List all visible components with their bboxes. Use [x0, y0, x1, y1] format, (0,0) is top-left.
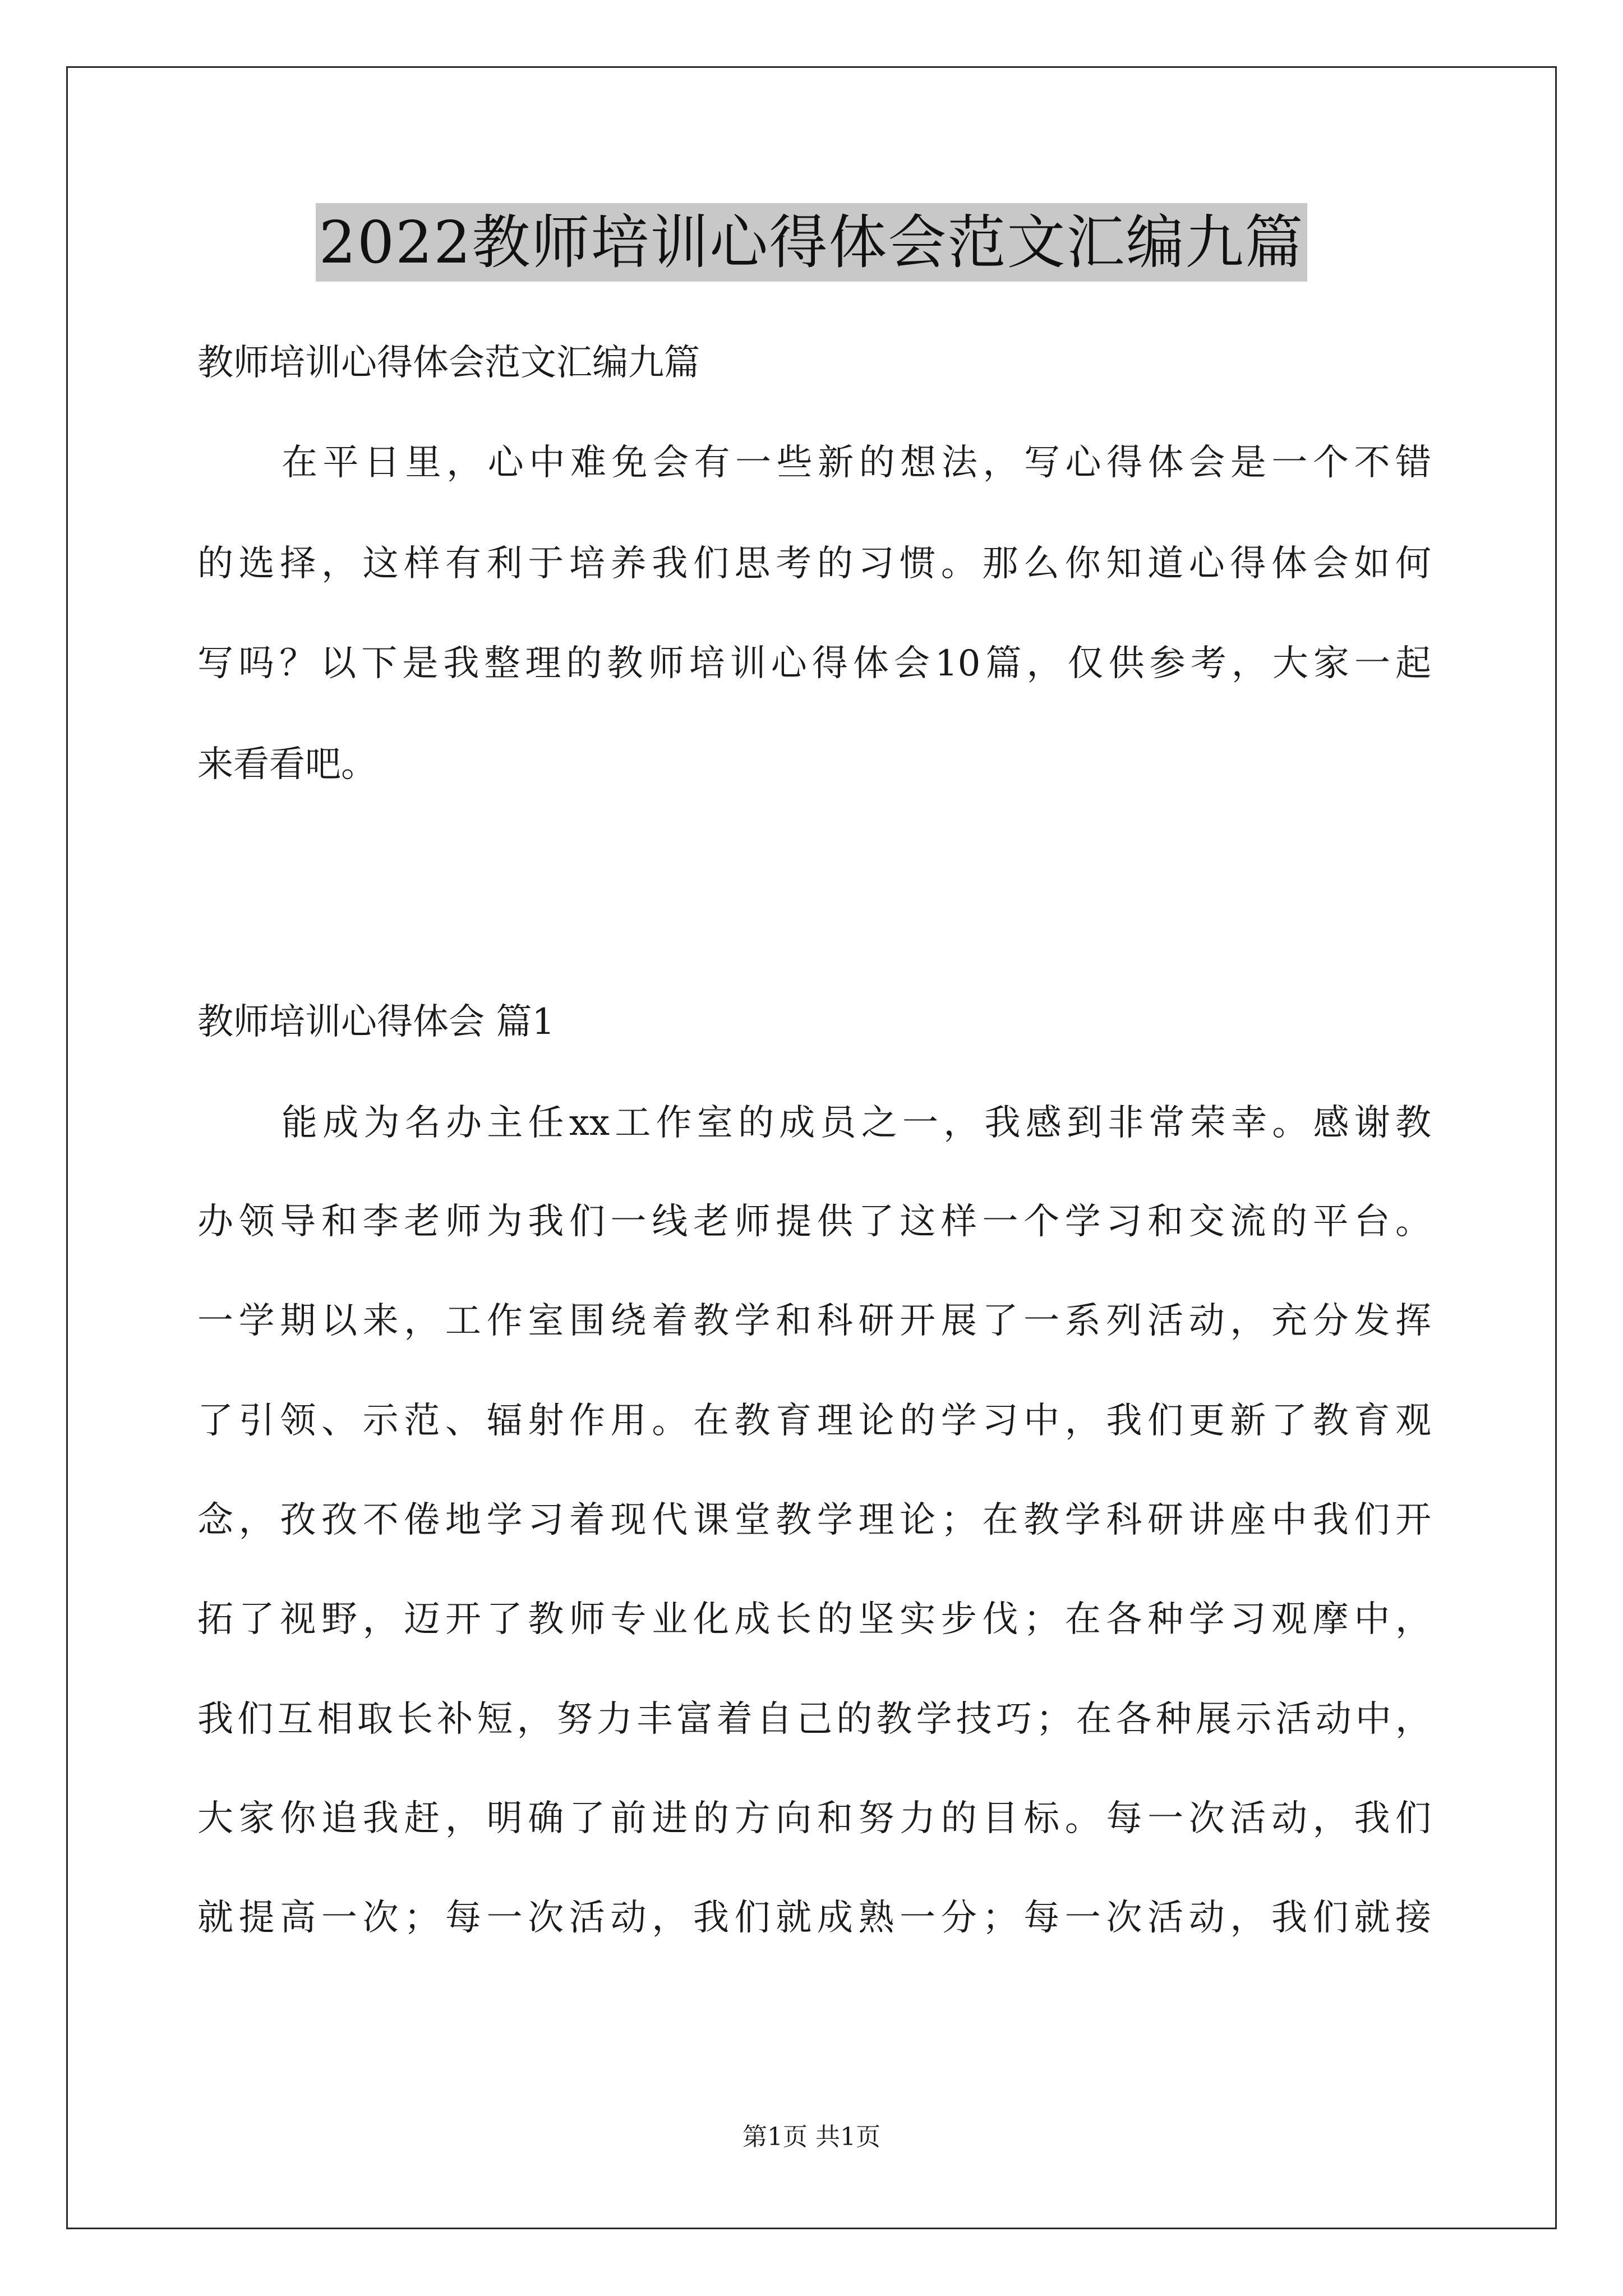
section-heading: 教师培训心得体会 篇1: [197, 1001, 555, 1043]
section-paragraph-line: 大家你追我赶，明确了前进的方向和努力的目标。每一次活动，我们: [197, 1798, 1431, 1839]
section-paragraph-line: 了引领、示范、辐射作用。在教育理论的学习中，我们更新了教育观: [197, 1400, 1431, 1442]
section-paragraph-line: 念，孜孜不倦地学习着现代课堂教学理论；在教学科研讲座中我们开: [197, 1499, 1431, 1541]
document-heading: 教师培训心得体会范文汇编九篇: [197, 342, 700, 384]
intro-paragraph-line: 写吗？以下是我整理的教师培训心得体会10篇，仅供参考，大家一起: [197, 643, 1431, 684]
section-paragraph-line: 就提高一次；每一次活动，我们就成熟一分；每一次活动，我们就接: [197, 1897, 1431, 1939]
intro-paragraph-line: 在平日里，心中难免会有一些新的想法，写心得体会是一个不错: [282, 442, 1431, 484]
section-paragraph-line: 我们互相取长补短，努力丰富着自己的教学技巧；在各种展示活动中，: [197, 1699, 1431, 1740]
title-container: [0, 203, 1623, 282]
intro-paragraph-line: 的选择，这样有利于培养我们思考的习惯。那么你知道心得体会如何: [197, 543, 1431, 585]
section-paragraph-line: 能成为名办主任xx工作室的成员之一，我感到非常荣幸。感谢教: [282, 1102, 1431, 1144]
intro-paragraph-line: 来看看吧。: [197, 744, 377, 785]
section-paragraph-line: 一学期以来，工作室围绕着教学和科研开展了一系列活动，充分发挥: [197, 1300, 1431, 1342]
section-paragraph-line: 办领导和李老师为我们一线老师提供了这样一个学习和交流的平台。: [197, 1201, 1431, 1243]
section-paragraph-line: 拓了视野，迈开了教师专业化成长的坚实步伐；在各种学习观摩中，: [197, 1599, 1431, 1640]
page-footer: 第1页 共1页: [743, 2123, 880, 2151]
document-title: 2022教师培训心得体会范文汇编九篇: [316, 203, 1308, 282]
